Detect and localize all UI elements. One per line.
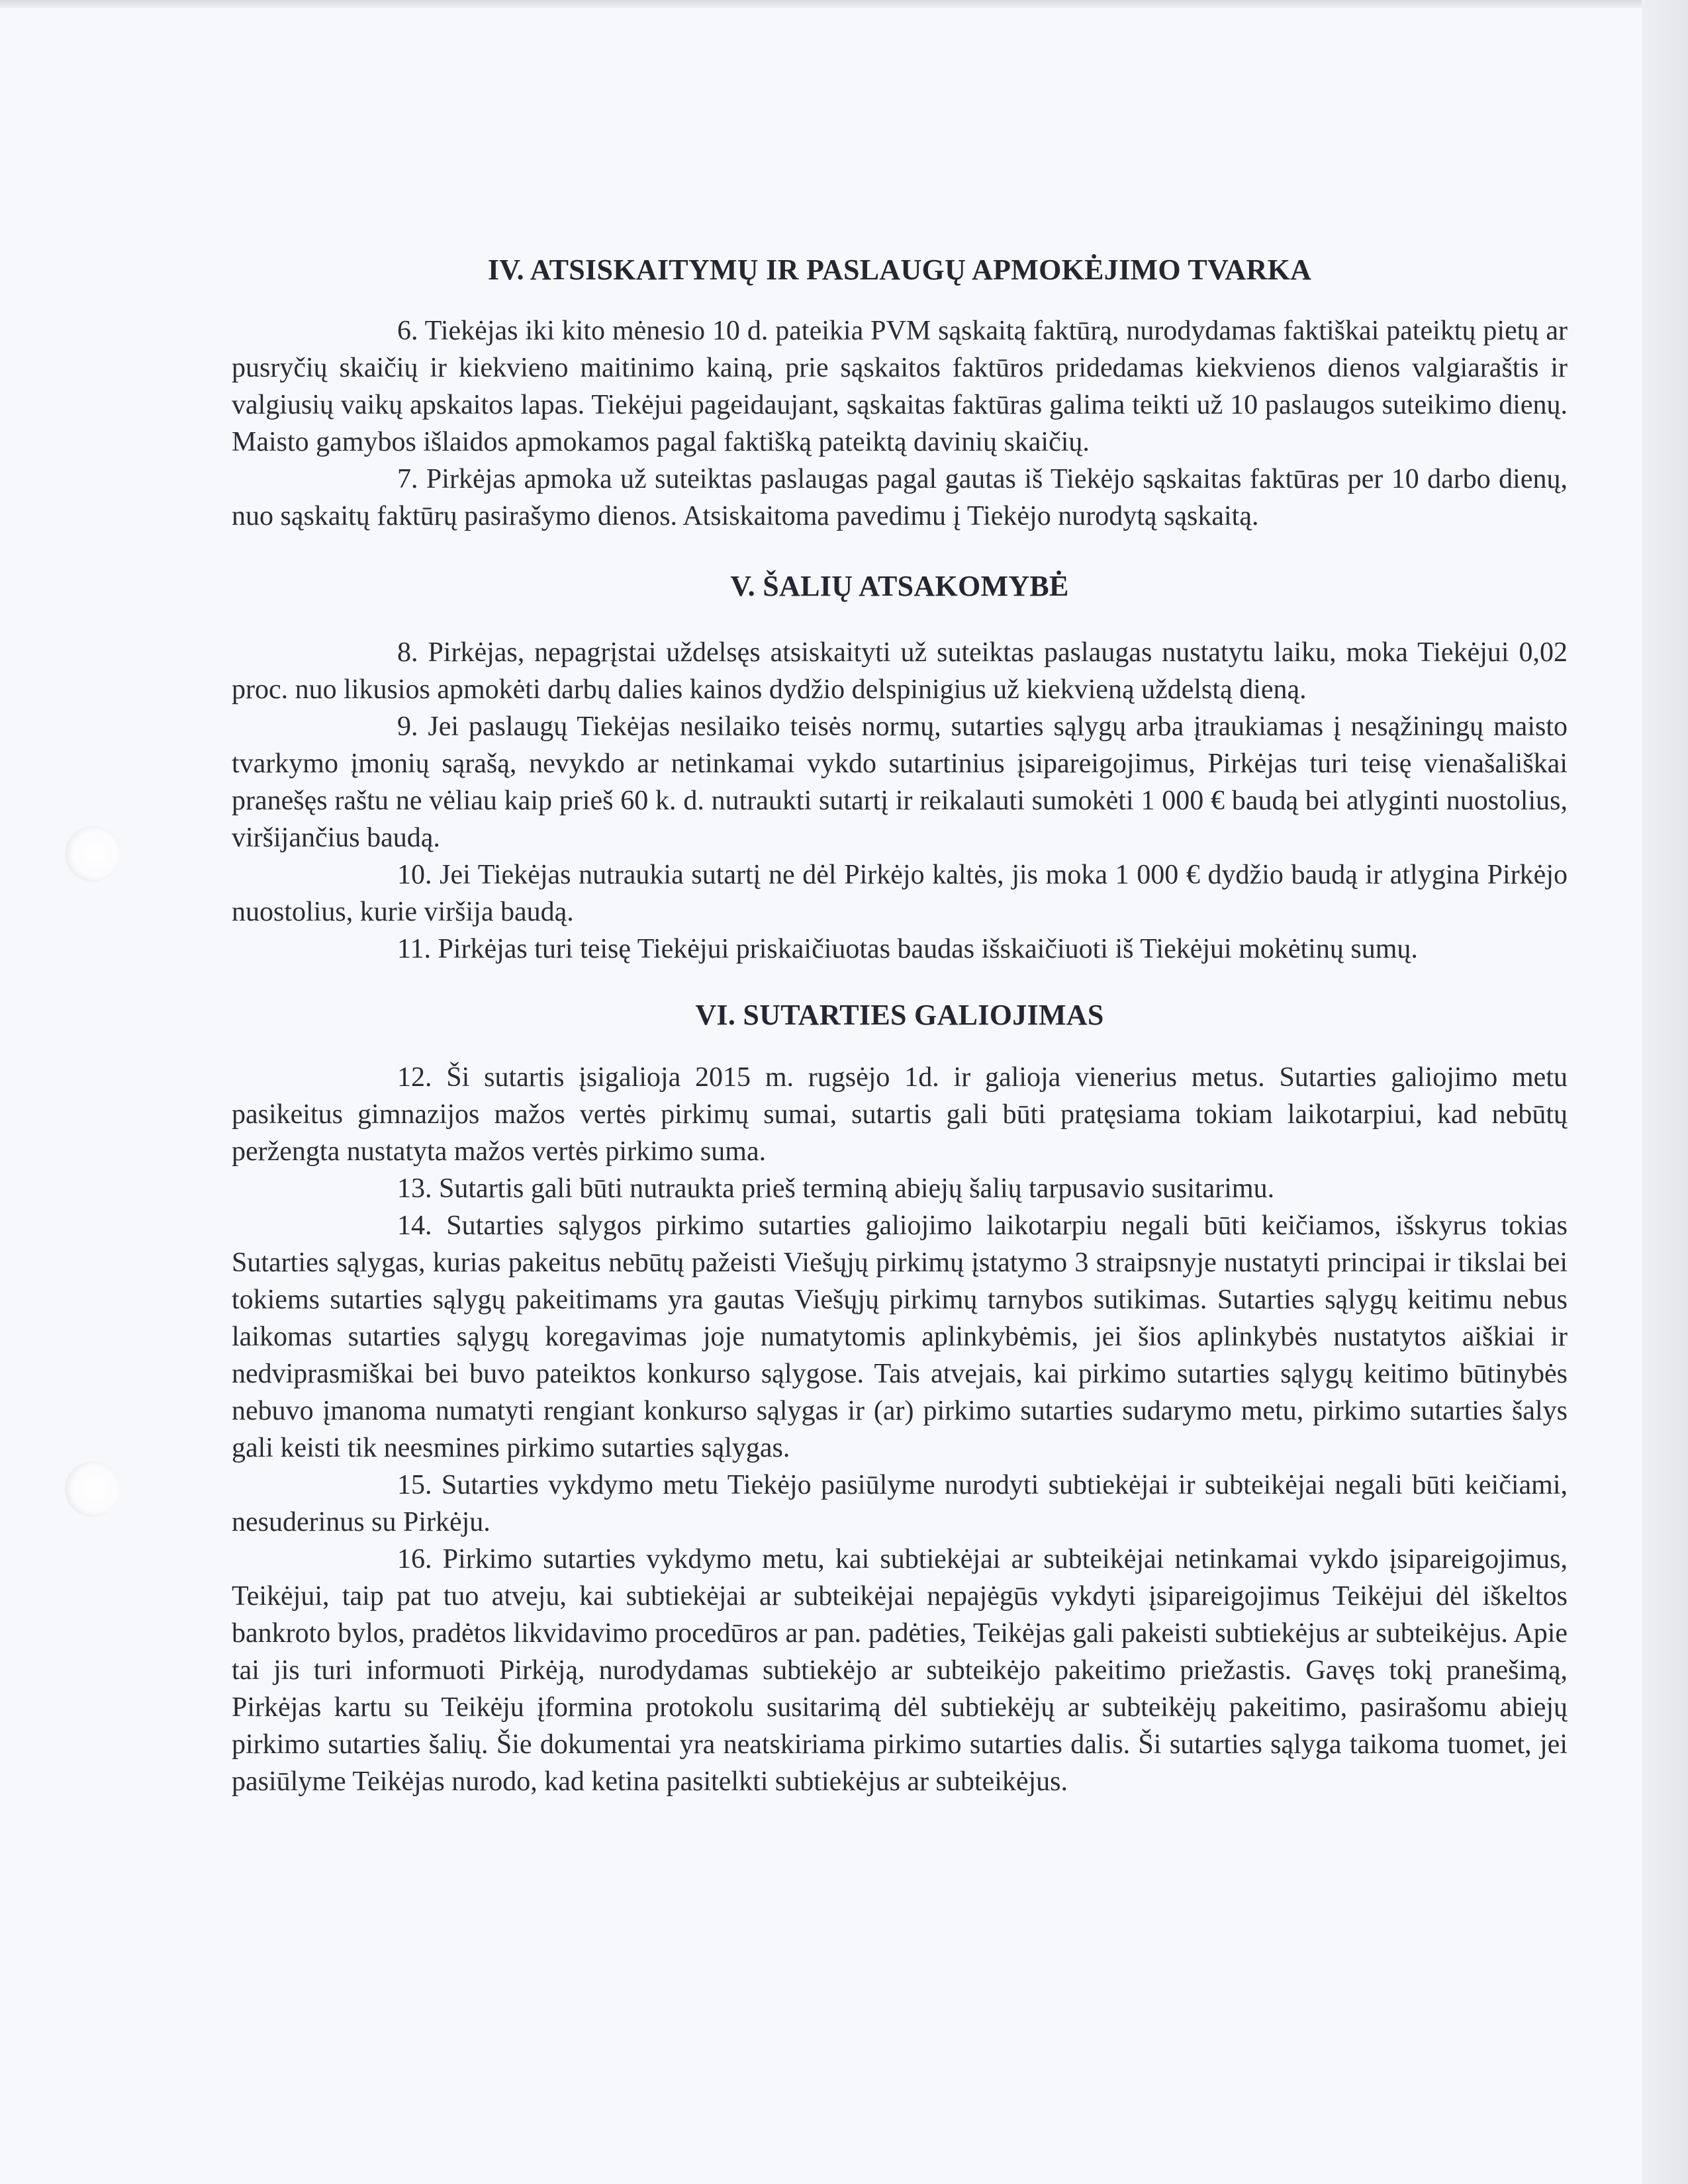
paragraph: 8. Pirkėjas, nepagrįstai uždelsęs atsiskaityti už suteiktas paslaugas nustatytu laiku, moka Tiekėjui 0,02 proc. nuo likusios apmokėti darbų dalies kainos dydžio delspinigius už kiekvieną uždelstą dieną. [232, 637, 1568, 705]
paragraph: 13. Sutartis gali būti nutraukta prieš terminą abiejų šalių tarpusavio susitarimu. [397, 1173, 1275, 1204]
punch-hole [65, 1461, 120, 1517]
page-right-edge [1642, 0, 1688, 2184]
punch-hole [65, 826, 120, 882]
paragraph: 10. Jei Tiekėjas nutraukia sutartį ne dėl Pirkėjo kaltės, jis moka 1 000 € dydžio baudą ir atlygina Pirkėjo nuostolius, kurie viršija baudą. [232, 860, 1568, 927]
paragraph: 7. Pirkėjas apmoka už suteiktas paslaugas pagal gautas iš Tiekėjo sąskaitas faktūras per 10 darbo dienų, nuo sąskaitų faktūrų pasirašymo dienos. Atsiskaitoma pavedimu į Tiekėjo nurodytą sąskaitą. [232, 464, 1568, 531]
section-heading: VI. SUTARTIES GALIOJIMAS [695, 999, 1104, 1031]
paragraph: 6. Tiekėjas iki kito mėnesio 10 d. pateikia PVM sąskaitą faktūrą, nurodydamas faktiškai pateiktų pietų ar pusryčių skaičių ir kiekvieno maitinimo kainą, prie sąskaitos faktūros pridedamas kiekvienos dienos valgiaraštis ir valgiusių vaikų apskaitos lapas. Tiekėjui pageidaujant, sąskaitas faktūras galima teikti už 10 paslaugos suteikimo dienų. Maisto gamybos išlaidos apmokamos pagal faktišką pateiktą davinių skaičių. [232, 316, 1568, 457]
paragraph: 9. Jei paslaugų Tiekėjas nesilaiko teisės normų, sutarties sąlygų arba įtraukiamas į nesąžiningų maisto tvarkymo įmonių sąrašą, nevykdo ar netinkamai vykdo sutartinius įsipareigojimus, Pirkėjas turi teisę vienašališkai pranešęs raštu ne vėliau kaip prieš 60 k. d. nutraukti sutartį ir reikalauti sumokėti 1 000 € baudą bei atlyginti nuostolius, viršijančius baudą. [232, 711, 1568, 853]
paragraph: 15. Sutarties vykdymo metu Tiekėjo pasiūlyme nurodyti subtiekėjai ir subteikėjai negali būti keičiami, nesuderinus su Pirkėju. [232, 1470, 1568, 1537]
section-heading: IV. ATSISKAITYMŲ IR PASLAUGŲ APMOKĖJIMO TVARKA [487, 253, 1312, 286]
paragraph: 16. Pirkimo sutarties vykdymo metu, kai subtiekėjai ar subteikėjai netinkamai vykdo įsipareigojimus, Teikėjui, taip pat tuo atveju, kai subtiekėjai ar subteikėjai nepajėgūs vykdyti įsipareigojimus Teikėjui dėl iškeltos bankroto bylos, pradėtos likvidavimo procedūros ar pan. padėties, Teikėjas gali pakeisti subtiekėjus ar subteikėjus. Apie tai jis turi informuoti Pirkėją, nurodydamas subtiekėjo ar subteikėjo pakeitimo priežastis. Gavęs tokį pranešimą, Pirkėjas kartu su Teikėju įformina protokolu susitarimą dėl subtiekėjų ar subteikėjų pakeitimo, pasirašomu abiejų pirkimo sutarties šalių. Šie dokumentai yra neatskiriama pirkimo sutarties dalis. Ši sutarties sąlyga taikoma tuomet, jei pasiūlyme Teikėjas nurodo, kad ketina pasitelkti subtiekėjus ar subteikėjus. [232, 1544, 1568, 1797]
page-top-edge [0, 0, 1688, 8]
paragraph: 14. Sutarties sąlygos pirkimo sutarties galiojimo laikotarpiu negali būti keičiamos, išskyrus tokias Sutarties sąlygas, kurias pakeitus nebūtų pažeisti Viešųjų pirkimų įstatymo 3 straipsnyje nustatyti principai ir tikslai bei tokiems sutarties sąlygų pakeitimams yra gautas Viešųjų pirkimų tarnybos sutikimas. Sutarties sąlygų keitimu nebus laikomas sutarties sąlygų koregavimas joje numatytomis aplinkybėmis, jei šios aplinkybės nustatytos aiškiai ir nedviprasmiškai bei buvo pateiktos konkurso sąlygose. Tais atvejais, kai pirkimo sutarties sąlygų keitimo būtinybės nebuvo įmanoma numatyti rengiant konkurso sąlygas ir (ar) pirkimo sutarties sudarymo metu, pirkimo sutarties šalys gali keisti tik neesmines pirkimo sutarties sąlygas. [232, 1210, 1568, 1463]
paragraph: 12. Ši sutartis įsigalioja 2015 m. rugsėjo 1d. ir galioja vienerius metus. Sutarties galiojimo metu pasikeitus gimnazijos mažos vertės pirkimų sumai, sutartis gali būti pratęsiama tokiam laikotarpiui, kad nebūtų peržengta nustatyta mažos vertės pirkimo suma. [232, 1062, 1568, 1167]
paragraph: 11. Pirkėjas turi teisę Tiekėjui priskaičiuotas baudas išskaičiuoti iš Tiekėjui mokėtinų sumų. [397, 934, 1418, 964]
section-heading: V. ŠALIŲ ATSAKOMYBĖ [730, 570, 1069, 602]
document-body [232, 251, 1568, 1800]
